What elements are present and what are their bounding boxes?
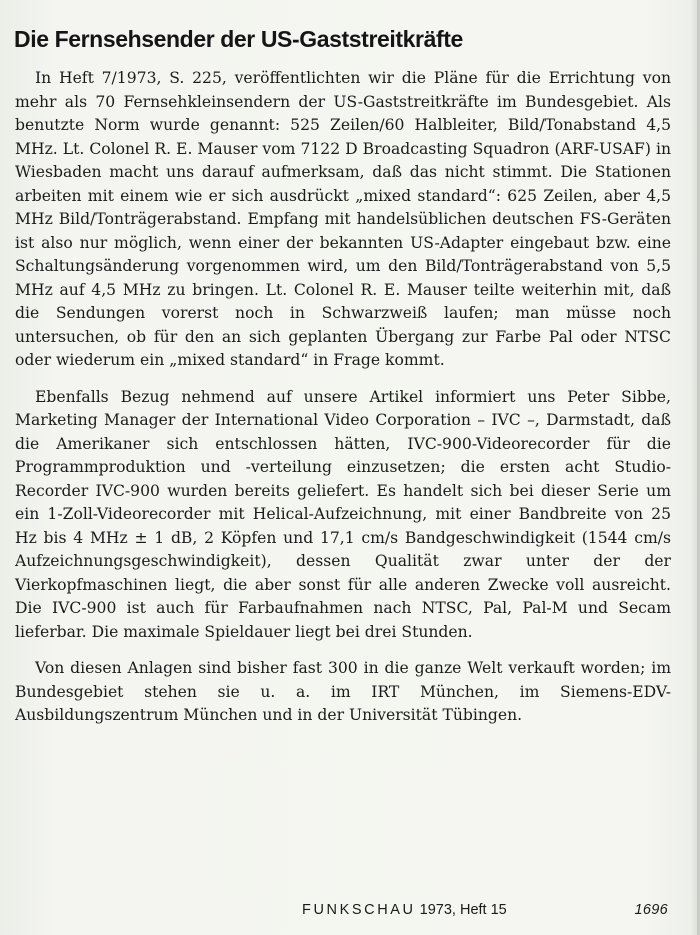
page-edge-shadow <box>690 0 697 935</box>
article-body <box>15 67 671 728</box>
article-title: Die Fernsehsender der US-Gaststreitkräfte <box>14 26 463 52</box>
page-number: 1696 <box>634 902 668 918</box>
footer-journal-info <box>302 900 507 920</box>
paragraph-installations: Von diesen Anlagen sind bisher fast 300 in die ganze Welt verkauft worden; im Bundesgebiet stehen sie u. a. im IRT München, im Siemens-EDV-Ausbildungszentrum München und in der Universität Tübingen. <box>15 659 671 724</box>
paragraph-tv-stations: In Heft 7/1973, S. 225, veröffentlichten wir die Pläne für die Errichtung von mehr als 70 Fernsehkleinsendern der US-Gaststreitkräfte im Bundesgebiet. Als benutzte Norm wurde genannt: 525 Zeilen/60 Halbleiter, Bild/Tonabstand 4,5 MHz. Lt. Colonel R. E. Mauser vom 7122 D Broadcasting Squadron (ARF-USAF) in Wiesbaden macht uns darauf aufmerksam, daß das nicht stimmt. Die Stationen arbeiten mit einem wie er sich ausdrückt „mixed standard“: 625 Zeilen, aber 4,5 MHz Bild/Tonträgerabstand. Empfang mit handelsüblichen deutschen FS-Geräten ist also nur möglich, wenn einer der bekannten US-Adapter eingebaut bzw. eine Schaltungsänderung vorgenommen wird, um den Bild/Tonträgerabstand von 5,5 MHz auf 4,5 MHz zu bringen. Lt. Colonel R. E. Mauser teilte weiterhin mit, daß die Sendungen vorerst noch in Schwarzweiß laufen; man müsse noch untersuchen, ob für den an sich geplanten Übergang zur Farbe Pal oder NTSC oder wiederum ein „mixed standard“ in Frage kommt. <box>15 69 671 369</box>
paragraph-ivc-videorecorder: Ebenfalls Bezug nehmend auf unsere Artikel informiert uns Peter Sibbe, Marketing Manager der International Video Corporation – IVC –, Darmstadt, daß die Amerikaner sich entschlossen hätten, IVC-900-Videorecorder für die Programmproduktion und -verteilung einzusetzen; die ersten acht Studio-Recorder IVC-900 wurden bereits geliefert. Es handelt sich bei dieser Serie um ein 1-Zoll-Videorecorder mit Helical-Aufzeichnung, mit einer Bandbreite von 25 Hz bis 4 MHz ± 1 dB, 2 Köpfen und 17,1 cm/s Bandgeschwindigkeit (1544 cm/s Aufzeichnungsgeschwindigkeit), dessen Qualität zwar unter der der Vierkopfmaschinen liegt, die aber sonst für alle anderen Zwecke voll ausreicht. Die IVC-900 ist auch für Farbaufnahmen nach NTSC, Pal, Pal-M und Secam lieferbar. Die maximale Spieldauer liegt bei drei Stunden. <box>15 387 671 641</box>
journal-name: FUNKSCHAU <box>302 902 416 918</box>
issue-info: 1973, Heft 15 <box>419 902 507 918</box>
page-footer <box>302 900 668 920</box>
